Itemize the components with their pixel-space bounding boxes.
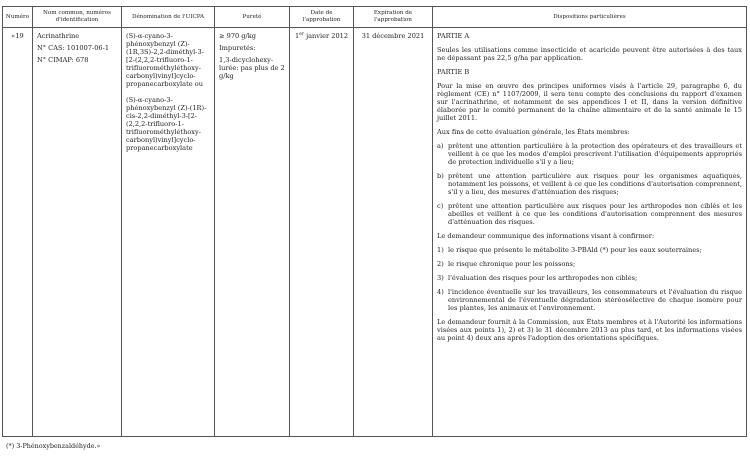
cell-numero: «19	[3, 28, 33, 437]
date-rest: janvier 2012	[303, 32, 349, 40]
cell-purete	[215, 28, 290, 437]
date-ordinal: er	[299, 31, 304, 37]
cas-number: N° CAS: 101007-06-1	[37, 44, 110, 52]
header-expiration: Expiration de l'approbation	[354, 7, 433, 28]
date-day: 1	[294, 32, 300, 40]
header-numero: Numéro	[3, 7, 33, 28]
list-item	[437, 260, 742, 268]
partie-a-text: Seules les utilisations comme insecticide et acaricide peuvent être autorisées à des taux ne dépassant pas 22,5 g/ha par application.	[437, 46, 742, 62]
list-text: prêtent une attention particulière aux risques pour les organismes aquatiques, notamment les poissons, et veillent à ce que les conditions d'autorisation comprennent, s'il y a lieu, des mesures d'atténuation des risques;	[448, 172, 742, 196]
list-item	[437, 202, 742, 226]
cell-date	[290, 28, 354, 437]
list-text: le risque chronique pour les poissons;	[448, 260, 576, 268]
list-marker: c)	[437, 202, 444, 210]
table-header-row	[3, 7, 747, 28]
confirmation-intro: Le demandeur communique des informations visant à confirmer:	[437, 232, 655, 240]
cell-nom	[33, 28, 122, 437]
list-text: le risque que présente le métabolite 3-PBAld (*) pour les eaux souterraines;	[448, 246, 702, 254]
header-purete: Pureté	[215, 7, 290, 28]
common-name: Acrinathrine	[37, 32, 80, 40]
list-text: prêtent une attention particulière aux risques pour les arthropodes non ciblés et les abeilles et veillent à ce que les conditions d'autorisation comprennent des mesures d'atténuation des risques.	[448, 202, 742, 226]
header-dispositions: Dispositions particulières	[433, 7, 747, 28]
footnote: (*) 3-Phénoxybenzaldéhyde.»	[6, 442, 101, 450]
header-date: Date de l'approbation	[290, 7, 354, 28]
purity-value: ≥ 970 g/kg	[219, 32, 256, 40]
iupac-name-1: (S)-α-cyano-3-phénoxybenzyl (Z)-(1R,3S)-2,2-diméthyl-3-[2-(2,2,2-trifluoro-1-trifluorométhyléthoxy-carbonyl)vinyl]cyclo-propanecarboxylate ou	[126, 32, 204, 88]
list-text: l'évaluation des risques pour les arthropodes non ciblés;	[448, 274, 638, 282]
list-marker: 2)	[437, 260, 444, 268]
partie-a-heading: PARTIE A	[437, 32, 470, 40]
regulation-table	[2, 6, 747, 437]
list-item	[437, 172, 742, 196]
list-marker: 4)	[437, 288, 444, 296]
iupac-name-2: (S)-α-cyano-3-phénoxybenzyl (Z)-(1R)-cis-2,2-diméthyl-3-[2-(2,2,2-trifluoro-1-trifluorométhyléthoxy-carbonyl)vinyl]cyclo-propanecarboxylate	[126, 96, 207, 152]
list-item	[437, 246, 742, 254]
cell-expiration: 31 décembre 2021	[354, 28, 433, 437]
partie-b-heading: PARTIE B	[437, 68, 470, 76]
list-marker: a)	[437, 142, 444, 150]
list-item	[437, 274, 742, 282]
table-row	[3, 28, 747, 437]
impurities-label: Impuretés:	[219, 44, 256, 52]
cimap-number: N° CIMAP: 678	[37, 56, 89, 64]
cell-dispositions	[433, 28, 747, 437]
evaluation-intro: Aux fins de cette évaluation générale, les États membres:	[437, 128, 630, 136]
impurities-detail: 1,3-dicyclohexy-lurée: pas plus de 2 g/kg	[219, 56, 285, 80]
list-text: l'incidence éventuelle sur les travailleurs, les consommateurs et l'évaluation du risque environnemental de l'éventuelle dégradation stéréosélective de chaque isomère pour les plantes, les animaux et l'environnement.	[448, 288, 742, 312]
list-marker: 3)	[437, 274, 444, 282]
final-paragraph: Le demandeur fournit à la Commission, aux États membres et à l'Autorité les informations visées aux points 1), 2) et 3) le 31 décembre 2013 au plus tard, et les informations visées au point 4) deux ans après l'adoption des orientations spécifiques.	[437, 318, 742, 342]
list-text: prêtent une attention particulière à la protection des opérateurs et des travailleurs et veillent à ce que les modes d'emploi prescrivent l'utilisation d'équipements appropriés de protection individuelle s'il y a lieu;	[448, 142, 742, 166]
header-iupac: Dénomination de l'UICPA	[122, 7, 215, 28]
list-item	[437, 142, 742, 166]
header-nom: Nom commun, numéros d'identification	[33, 7, 122, 28]
list-item	[437, 288, 742, 312]
cell-iupac	[122, 28, 215, 437]
list-marker: b)	[437, 172, 444, 180]
list-marker: 1)	[437, 246, 444, 254]
partie-b-text: Pour la mise en œuvre des principes uniformes visés à l'article 29, paragraphe 6, du règlement (CE) n° 1107/2009, il sera tenu compte des conclusions du rapport d'examen sur l'acrinathrine, et notamment de ses appendices I et II, dans la version définitive élaborée par le comité permanent de la chaîne alimentaire et de la santé animale le 15 juillet 2011.	[437, 82, 742, 122]
